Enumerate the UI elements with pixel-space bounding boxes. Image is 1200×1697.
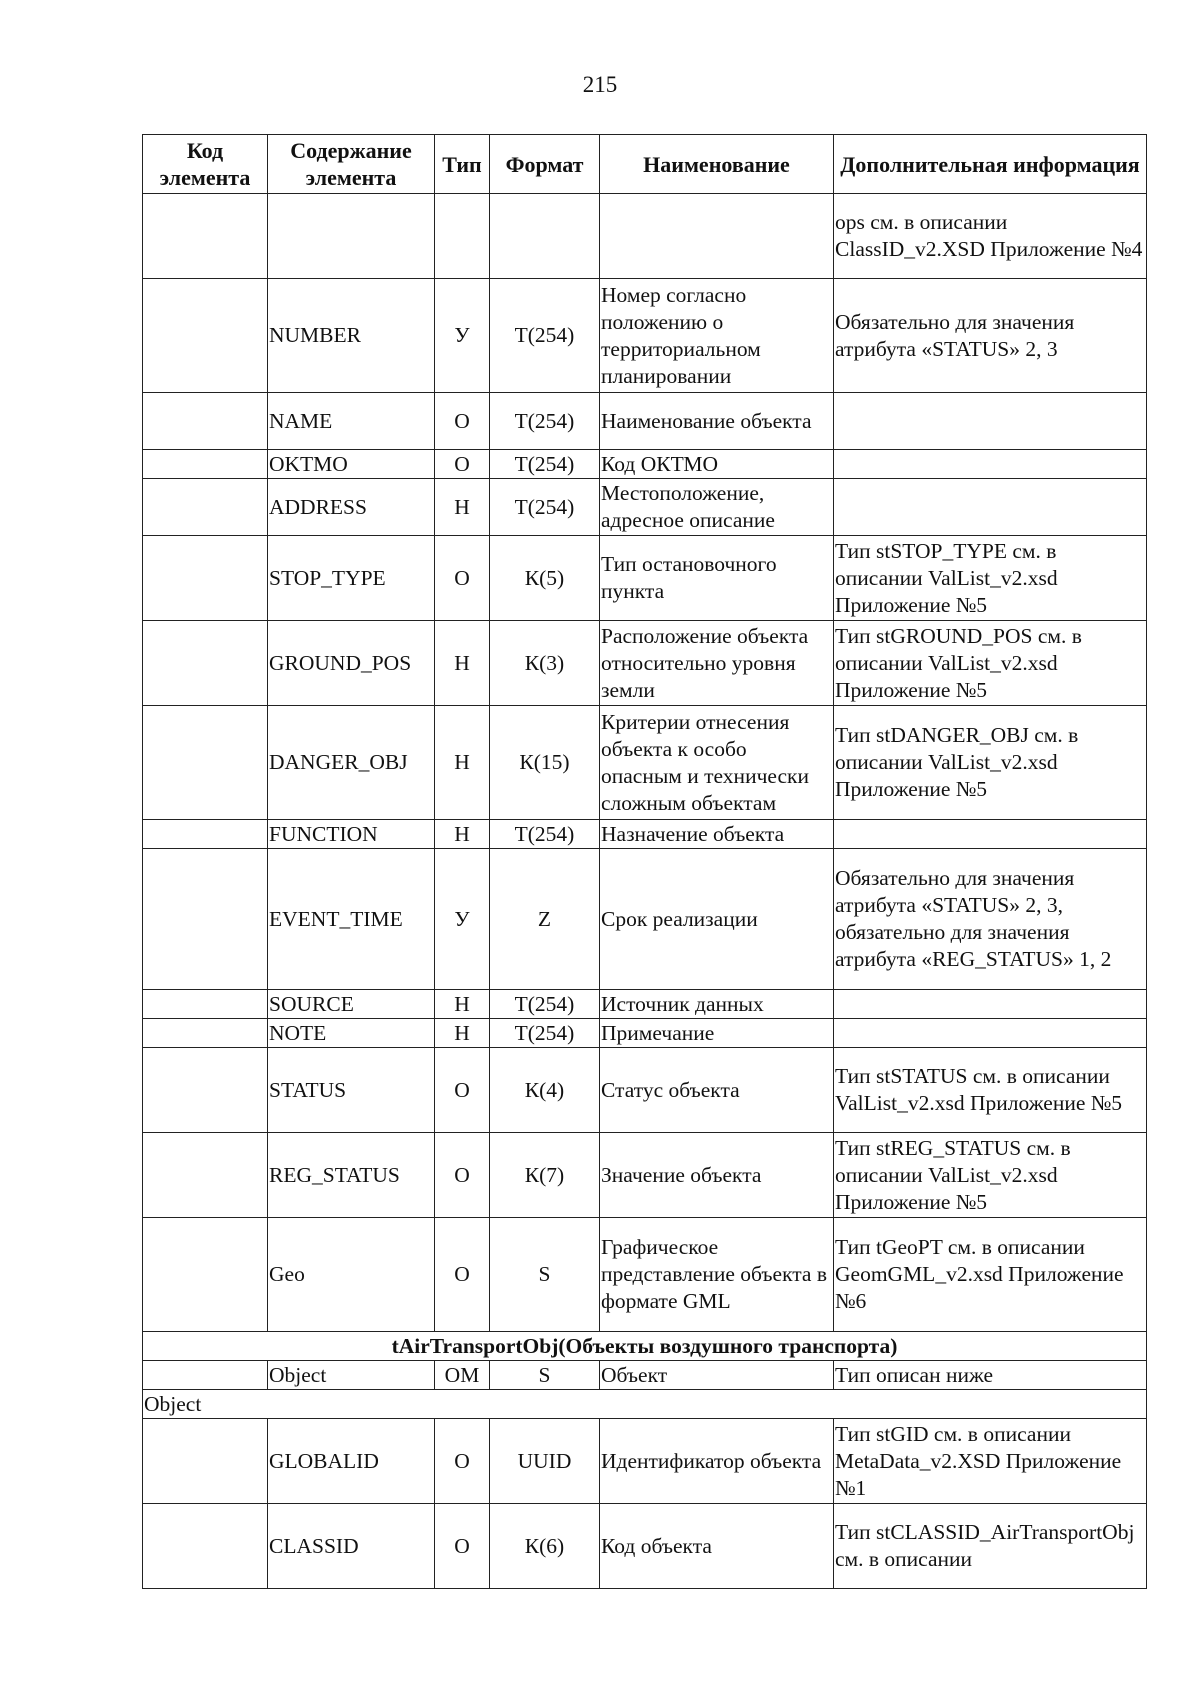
header-code: Код элемента — [143, 135, 268, 194]
cell-code — [143, 279, 268, 393]
cell-content: GLOBALID — [268, 1419, 435, 1504]
cell-content: NAME — [268, 393, 435, 450]
cell-content: SOURCE — [268, 990, 435, 1019]
cell-code — [143, 1504, 268, 1589]
cell-format: К(3) — [490, 621, 600, 706]
cell-info: Тип stGROUND_POS см. в описании ValList_v2.xsd Приложение №5 — [834, 621, 1147, 706]
cell-name: Номер согласно положению о территориальном планировании — [600, 279, 834, 393]
type-label-row — [143, 1390, 1147, 1419]
cell-info — [834, 820, 1147, 849]
cell-name: Критерии отнесения объекта к особо опасным и технически сложным объектам — [600, 706, 834, 820]
header-name: Наименование — [600, 135, 834, 194]
cell-code — [143, 536, 268, 621]
cell-format: S — [490, 1218, 600, 1332]
cell-info: Тип stREG_STATUS см. в описании ValList_v2.xsd Приложение №5 — [834, 1133, 1147, 1218]
cell-content: FUNCTION — [268, 820, 435, 849]
cell-type — [435, 194, 490, 279]
cell-code — [143, 393, 268, 450]
cell-info: Тип tGeoPT см. в описании GeomGML_v2.xsd Приложение №6 — [834, 1218, 1147, 1332]
page-number: 215 — [582, 72, 618, 97]
cell-code — [143, 1048, 268, 1133]
cell-format: К(6) — [490, 1504, 600, 1589]
table-row — [143, 1218, 1147, 1332]
cell-type: У — [435, 279, 490, 393]
cell-type: О — [435, 1218, 490, 1332]
cell-code — [143, 1218, 268, 1332]
type-label: Object — [143, 1390, 1147, 1419]
table-row — [143, 1504, 1147, 1589]
cell-info — [834, 393, 1147, 450]
table-row — [143, 279, 1147, 393]
cell-content: NUMBER — [268, 279, 435, 393]
cell-type: Н — [435, 1019, 490, 1048]
cell-code — [143, 820, 268, 849]
table-row — [143, 194, 1147, 279]
cell-code — [143, 479, 268, 536]
cell-code — [143, 706, 268, 820]
cell-content: STATUS — [268, 1048, 435, 1133]
cell-type: ОМ — [435, 1361, 490, 1390]
cell-format: T(254) — [490, 450, 600, 479]
cell-name: Источник данных — [600, 990, 834, 1019]
cell-content: DANGER_OBJ — [268, 706, 435, 820]
cell-name: Срок реализации — [600, 849, 834, 990]
cell-info: Обязательно для значения атрибута «STATUS» 2, 3 — [834, 279, 1147, 393]
table-body — [143, 194, 1147, 1589]
cell-content: Geo — [268, 1218, 435, 1332]
cell-content: GROUND_POS — [268, 621, 435, 706]
cell-code — [143, 849, 268, 990]
cell-format — [490, 194, 600, 279]
cell-name — [600, 194, 834, 279]
cell-type: Н — [435, 706, 490, 820]
cell-name: Тип остановочного пункта — [600, 536, 834, 621]
cell-format: T(254) — [490, 479, 600, 536]
cell-name: Статус объекта — [600, 1048, 834, 1133]
cell-type: О — [435, 536, 490, 621]
cell-format: T(254) — [490, 393, 600, 450]
cell-content: ADDRESS — [268, 479, 435, 536]
table-row — [143, 393, 1147, 450]
cell-format: T(254) — [490, 1019, 600, 1048]
table-row — [143, 536, 1147, 621]
table-row — [143, 1019, 1147, 1048]
table-row — [143, 1133, 1147, 1218]
cell-format: К(7) — [490, 1133, 600, 1218]
cell-info: Тип описан ниже — [834, 1361, 1147, 1390]
cell-type: О — [435, 1504, 490, 1589]
cell-type: Н — [435, 479, 490, 536]
cell-format: К(5) — [490, 536, 600, 621]
table-row — [143, 820, 1147, 849]
cell-content: REG_STATUS — [268, 1133, 435, 1218]
cell-format: T(254) — [490, 820, 600, 849]
cell-name: Расположение объекта относительно уровня земли — [600, 621, 834, 706]
cell-content: STOP_TYPE — [268, 536, 435, 621]
cell-code — [143, 621, 268, 706]
table-row — [143, 849, 1147, 990]
specification-table — [142, 134, 1147, 1589]
cell-info: ops см. в описании ClassID_v2.XSD Приложение №4 — [834, 194, 1147, 279]
cell-format: К(4) — [490, 1048, 600, 1133]
header-type: Тип — [435, 135, 490, 194]
cell-format: К(15) — [490, 706, 600, 820]
header-content: Содержание элемента — [268, 135, 435, 194]
cell-name: Значение объекта — [600, 1133, 834, 1218]
cell-name: Объект — [600, 1361, 834, 1390]
cell-type: Н — [435, 621, 490, 706]
cell-name: Назначение объекта — [600, 820, 834, 849]
cell-name: Код ОКТМО — [600, 450, 834, 479]
cell-type: О — [435, 1133, 490, 1218]
cell-info: Тип stSTATUS см. в описании ValList_v2.xsd Приложение №5 — [834, 1048, 1147, 1133]
cell-content: Object — [268, 1361, 435, 1390]
cell-content: OKTMO — [268, 450, 435, 479]
cell-info — [834, 1019, 1147, 1048]
cell-type: Н — [435, 990, 490, 1019]
cell-info — [834, 990, 1147, 1019]
cell-content — [268, 194, 435, 279]
cell-content: CLASSID — [268, 1504, 435, 1589]
table-row — [143, 621, 1147, 706]
table-row — [143, 1048, 1147, 1133]
cell-type: О — [435, 1048, 490, 1133]
table-row — [143, 1419, 1147, 1504]
table-row — [143, 479, 1147, 536]
cell-type: Н — [435, 820, 490, 849]
cell-code — [143, 194, 268, 279]
cell-content: NOTE — [268, 1019, 435, 1048]
cell-format: Z — [490, 849, 600, 990]
section-row — [143, 1332, 1147, 1361]
cell-name: Примечание — [600, 1019, 834, 1048]
cell-info — [834, 479, 1147, 536]
cell-info: Обязательно для значения атрибута «STATUS» 2, 3, обязательно для значения атрибута «REG_STATUS» 1, 2 — [834, 849, 1147, 990]
cell-code — [143, 1019, 268, 1048]
cell-type: О — [435, 1419, 490, 1504]
cell-code — [143, 1361, 268, 1390]
table-row — [143, 990, 1147, 1019]
cell-code — [143, 1419, 268, 1504]
header-format: Формат — [490, 135, 600, 194]
table-row — [143, 1361, 1147, 1390]
cell-name: Идентификатор объекта — [600, 1419, 834, 1504]
header-info: Дополнительная информация — [834, 135, 1147, 194]
cell-info: Тип stDANGER_OBJ см. в описании ValList_v2.xsd Приложение №5 — [834, 706, 1147, 820]
cell-type: У — [435, 849, 490, 990]
cell-name: Графическое представление объекта в формате GML — [600, 1218, 834, 1332]
cell-info: Тип stGID см. в описании MetaData_v2.XSD Приложение №1 — [834, 1419, 1147, 1504]
cell-format: UUID — [490, 1419, 600, 1504]
cell-type: О — [435, 393, 490, 450]
section-title: tAirTransportObj(Объекты воздушного транспорта) — [143, 1332, 1147, 1361]
cell-info: Тип stCLASSID_AirTransportObj см. в описании — [834, 1504, 1147, 1589]
table-row — [143, 706, 1147, 820]
table-row — [143, 450, 1147, 479]
table-header-row — [143, 135, 1147, 194]
cell-name: Код объекта — [600, 1504, 834, 1589]
cell-code — [143, 990, 268, 1019]
cell-type: О — [435, 450, 490, 479]
cell-format: T(254) — [490, 990, 600, 1019]
cell-format: T(254) — [490, 279, 600, 393]
cell-name: Наименование объекта — [600, 393, 834, 450]
cell-content: EVENT_TIME — [268, 849, 435, 990]
cell-name: Местоположение, адресное описание — [600, 479, 834, 536]
cell-code — [143, 450, 268, 479]
cell-info: Тип stSTOP_TYPE см. в описании ValList_v2.xsd Приложение №5 — [834, 536, 1147, 621]
cell-code — [143, 1133, 268, 1218]
cell-format: S — [490, 1361, 600, 1390]
cell-info — [834, 450, 1147, 479]
